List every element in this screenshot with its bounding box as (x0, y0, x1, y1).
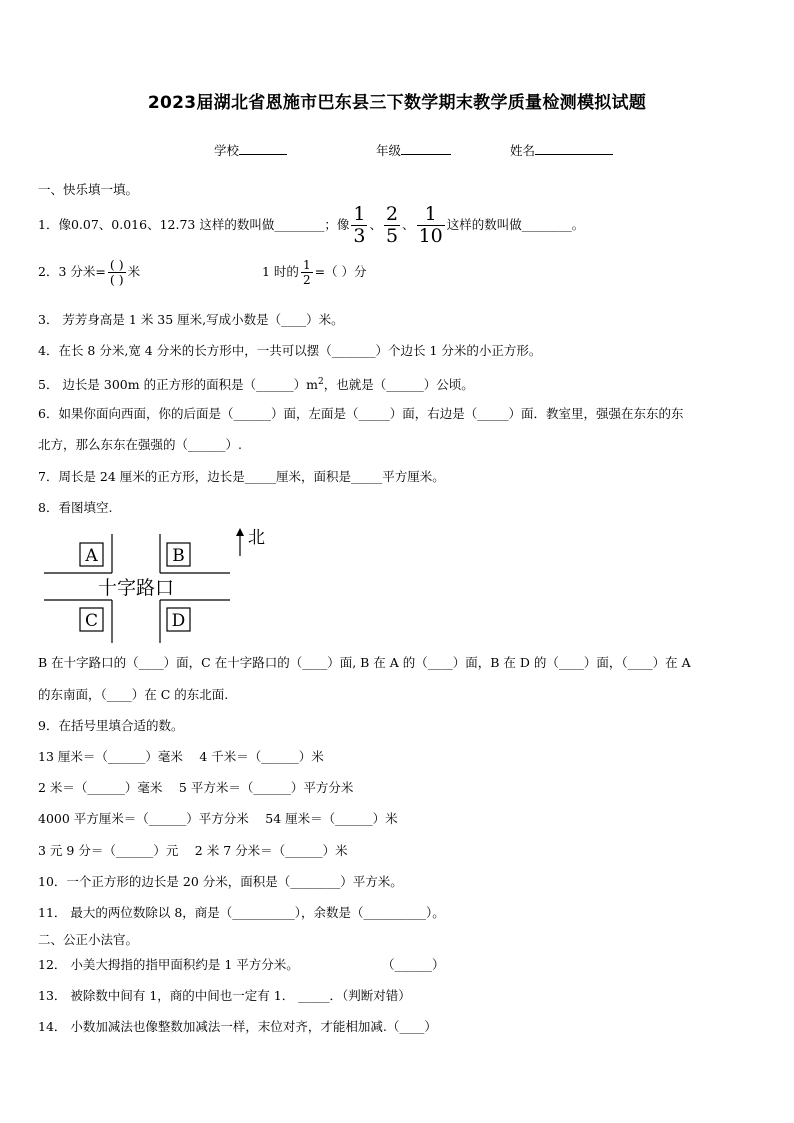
q1-sep-2: 、 (402, 217, 415, 232)
name-field (510, 140, 613, 159)
fraction-blank[interactable]: $\frac{( )}{( )}$ (109, 256, 124, 287)
grade-input-line[interactable] (401, 140, 451, 155)
question-2a (38, 254, 140, 290)
q5-superscript: 2 (317, 377, 324, 387)
q2-a-prefix: 3 分米= (58, 264, 106, 279)
question-5 (38, 372, 474, 395)
fraction-1-10: $\frac{1}{10}$ (418, 203, 443, 247)
question-6-line-1: 6．如果你面向西面，你的后面是（______）面，左面是（_____）面，右边是（_____）面．教室里，强强在东东的东 (38, 406, 684, 421)
question-10: 10．一个正方形的边长是 20 分米，面积是（________）平方米。 (38, 874, 403, 889)
name-input-line[interactable] (535, 140, 613, 155)
crossroad-label: 十字路口 (97, 577, 175, 599)
grade-label: 年级 (376, 143, 402, 158)
q2-b-prefix: 1 时的 (262, 264, 299, 279)
q12-answer-paren[interactable]: （______） (382, 957, 445, 972)
question-9-row-4: 3 元 9 分＝（______）元 2 米 7 分米＝（______）米 (38, 843, 348, 858)
north-arrow-icon (236, 528, 244, 536)
question-9-row-2: 2 米＝（______）毫米 5 平方米＝（______）平方分米 (38, 780, 354, 795)
q5-text-a: 5． 边长是 300m 的正方形的面积是（______）m (38, 377, 318, 393)
question-9-intro: 9．在括号里填合适的数。 (38, 718, 184, 733)
question-2b (262, 254, 367, 290)
question-4: 4．在长 8 分米,宽 4 分米的长方形中，一共可以摆（_______）个边长 1 分米的小正方形。 (38, 343, 542, 358)
q1-number: 1． (38, 217, 59, 232)
fraction-1-2: $\frac{1}{2}$ (302, 258, 311, 287)
q12-text: 12． 小美大拇指的指甲面积约是 1 平方分米。 (38, 957, 299, 972)
q2-number: 2． (38, 264, 59, 279)
q1-text-a: 像0.07、0.016、12.73 这样的数叫做________；像 (58, 217, 350, 232)
section-2-heading: 二、公正小法官。 (38, 932, 139, 947)
question-3: 3． 芳芳身高是 1 米 35 厘米,写成小数是（____）米。 (38, 312, 344, 327)
question-6-line-2: 北方，那么东东在强强的（______）. (38, 437, 242, 452)
school-label: 学校 (214, 143, 240, 158)
page-title: 2023届湖北省恩施市巴东县三下数学期末教学质量检测模拟试题 (147, 93, 647, 113)
question-11: 11． 最大的两位数除以 8，商是（__________），余数是（__________）。 (38, 905, 445, 920)
section-1-heading: 一、快乐填一填。 (38, 182, 139, 197)
question-8-line-2: 的东南面，（____）在 C 的东北面. (38, 687, 229, 702)
label-a: A (85, 546, 98, 566)
fraction-1-3: $\frac{1}{3}$ (353, 203, 366, 247)
question-8-intro: 8．看图填空. (38, 500, 113, 515)
q5-text-b: ，也就是（______）公顷。 (323, 377, 474, 393)
question-9-row-3: 4000 平方厘米＝（______）平方分米 54 厘米＝（______）米 (38, 811, 398, 826)
north-label: 北 (248, 528, 265, 548)
question-1 (38, 205, 584, 246)
question-8-line-1: B 在十字路口的（____）面，C 在十字路口的（____）面, B 在 A 的（____）面，B 在 D 的（____）面，（____）在 A (38, 655, 691, 670)
q1-sep-1: 、 (369, 217, 382, 232)
q1-text-b: 这样的数叫做________。 (446, 217, 585, 232)
q2-a-unit: 米 (127, 264, 141, 279)
question-7: 7．周长是 24 厘米的正方形，边长是_____厘米，面积是_____平方厘米。 (38, 469, 445, 484)
crossroad-diagram (40, 526, 280, 646)
grade-field (376, 140, 451, 159)
school-input-line[interactable] (239, 140, 287, 155)
fraction-2-5: $\frac{2}{5}$ (385, 203, 399, 247)
name-label: 姓名 (510, 143, 536, 158)
q2-b-suffix: =（ ）分 (314, 264, 367, 279)
question-9-row-1: 13 厘米＝（______）毫米 4 千米＝（______）米 (38, 749, 324, 764)
label-c: C (84, 611, 99, 631)
question-13: 13． 被除数中间有 1，商的中间也一定有 1． _____．（判断对错） (38, 988, 411, 1003)
label-d: D (171, 611, 186, 631)
label-b: B (172, 546, 185, 566)
question-14: 14． 小数加减法也像整数加减法一样，末位对齐，才能相加减.（____） (38, 1019, 437, 1034)
question-12 (38, 955, 299, 975)
school-field (214, 140, 287, 159)
